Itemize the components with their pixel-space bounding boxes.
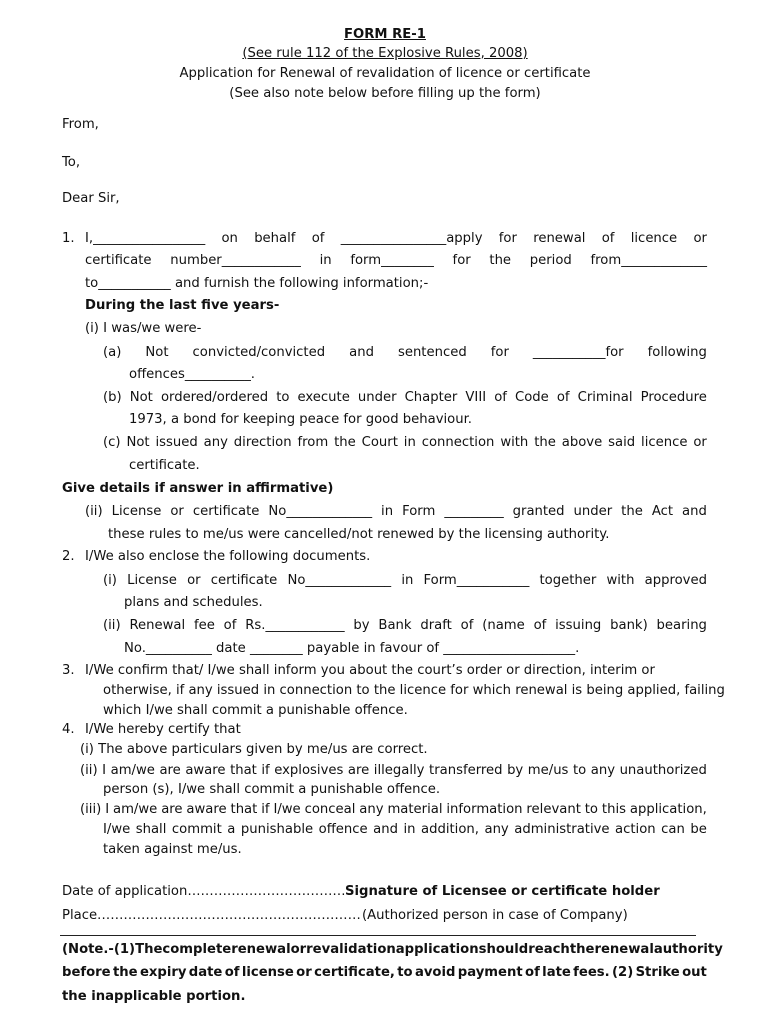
word: fee — [193, 618, 215, 633]
word: draft — [420, 618, 452, 633]
word: authority — [653, 942, 723, 957]
word: renewal — [594, 942, 654, 957]
word: illegally — [373, 763, 425, 778]
word: _________ — [444, 504, 504, 519]
word: commit — [171, 822, 222, 837]
item-1-ii-line-1 — [85, 504, 707, 520]
word: by — [507, 763, 524, 778]
word: and — [349, 345, 374, 360]
note-line-3: the inapplicable portion. — [62, 989, 246, 1004]
word: for — [490, 345, 509, 360]
item-4-iii-line-1 — [80, 802, 707, 818]
word: complete — [162, 942, 232, 957]
word: of — [311, 231, 325, 246]
word: action — [615, 822, 656, 837]
word: granted — [512, 504, 565, 519]
note-divider — [60, 935, 696, 936]
word: should — [478, 942, 529, 957]
word: certificate — [210, 573, 278, 588]
word: with — [500, 435, 529, 450]
word: addition, — [421, 822, 479, 837]
word: the — [569, 942, 595, 957]
word: any — [484, 822, 509, 837]
word: punishable — [240, 822, 314, 837]
word: sentenced — [397, 345, 467, 360]
word: of — [533, 618, 547, 633]
word: a — [227, 822, 236, 837]
signature-label: Signature of Licensee or certificate holder — [345, 884, 660, 899]
word: execute — [297, 390, 350, 405]
item-1-b-line-2: 1973, a bond for keeping peace for good behaviour. — [129, 412, 472, 427]
word: or — [296, 965, 312, 980]
word: Code — [514, 390, 549, 405]
word: or — [693, 231, 707, 246]
word: any — [590, 763, 616, 778]
item-2-number: 2. — [62, 549, 75, 564]
to-label: To, — [62, 155, 81, 170]
word: by — [353, 618, 370, 633]
word: ________________apply — [340, 231, 483, 246]
word: Not — [129, 390, 153, 405]
word: of — [460, 618, 474, 633]
word: Not — [145, 345, 169, 360]
word: form________ — [350, 253, 434, 268]
word: Chapter — [404, 390, 458, 405]
see-note: (See also note below before filling up the form) — [229, 86, 541, 101]
word: revalidation — [306, 942, 396, 957]
word: in — [403, 822, 416, 837]
word: shall — [135, 822, 167, 837]
word: issuing — [555, 618, 602, 633]
last-five-years-heading: During the last five years- — [85, 298, 280, 313]
word: or — [187, 573, 201, 588]
word: (ii) — [103, 618, 121, 633]
word: certificate — [85, 253, 152, 268]
word: bank) — [610, 618, 648, 633]
word: direction — [233, 435, 292, 450]
word: aware — [185, 763, 226, 778]
word: date — [188, 965, 223, 980]
word: am/we — [110, 763, 155, 778]
form-title: FORM RE-1 — [344, 27, 426, 42]
word: issued — [155, 435, 198, 450]
word: the — [489, 253, 512, 268]
word: Procedure — [640, 390, 707, 405]
word: explosives — [274, 763, 344, 778]
word: connection — [421, 435, 495, 450]
word: (iii) — [80, 802, 102, 817]
word: License — [111, 504, 162, 519]
item-2-ii-line-1 — [103, 618, 707, 634]
word: application — [395, 942, 479, 957]
word: in — [403, 435, 416, 450]
word: for — [498, 231, 517, 246]
word: bearing — [656, 618, 707, 633]
authorized-person-label: (Authorized person in case of Company) — [362, 908, 628, 923]
word: application, — [629, 802, 707, 817]
word: that — [230, 802, 258, 817]
item-1-line-1 — [85, 231, 707, 247]
word: to — [572, 763, 587, 778]
give-details-heading: Give details if answer in affirmative) — [62, 481, 334, 496]
word: (ii) — [85, 504, 103, 519]
word: licence — [641, 435, 688, 450]
item-3-line-3: which I/we shall commit a punishable offence. — [103, 703, 408, 718]
item-3-line-2: otherwise, if any issued in connection to the licence for which renewal is being applied, failing — [103, 683, 725, 698]
word: any — [203, 435, 228, 450]
word: following — [647, 345, 707, 360]
item-1-line-3: to___________ and furnish the following information;- — [85, 276, 429, 291]
word: information — [446, 802, 523, 817]
word: renewal — [231, 942, 291, 957]
word: fees. — [573, 965, 610, 980]
word: expiry — [139, 965, 187, 980]
word: with — [606, 573, 635, 588]
word: reach — [528, 942, 570, 957]
word: together — [539, 573, 597, 588]
item-1-number: 1. — [62, 231, 75, 246]
word: the — [334, 435, 356, 450]
word: number____________ — [170, 253, 301, 268]
word: (ii) — [80, 763, 98, 778]
word: VIII — [465, 390, 487, 405]
word: this — [601, 802, 626, 817]
word: offence — [318, 822, 368, 837]
word: Rs.____________ — [245, 618, 345, 633]
item-4-ii-line-1 — [80, 763, 707, 779]
word: the — [534, 435, 556, 450]
word: Form___________ — [423, 573, 530, 588]
word: (a) — [103, 345, 122, 360]
word: ___________for — [532, 345, 624, 360]
item-4-iii-line-2 — [103, 822, 707, 838]
item-2-i-line-1 — [103, 573, 707, 589]
word: avoid — [414, 965, 456, 980]
word: am/we — [113, 802, 158, 817]
word: or — [693, 435, 707, 450]
word: I/we — [273, 802, 301, 817]
item-2-i-line-2: plans and schedules. — [124, 595, 263, 610]
word: (b) — [103, 390, 122, 405]
word: in — [319, 253, 332, 268]
word: I/we — [103, 822, 131, 837]
word: Renewal — [129, 618, 186, 633]
word: I — [105, 802, 110, 817]
word: can — [661, 822, 685, 837]
rule-reference: (See rule 112 of the Explosive Rules, 2008) — [242, 46, 528, 61]
word: renewal — [533, 231, 586, 246]
word: I — [102, 763, 107, 778]
word: (2) — [612, 965, 634, 980]
word: to — [276, 390, 290, 405]
word: License — [127, 573, 177, 588]
word: the — [112, 965, 138, 980]
word: of — [556, 390, 570, 405]
word: payment — [457, 965, 523, 980]
word: approved — [644, 573, 707, 588]
from-label: From, — [62, 117, 99, 132]
word: late — [542, 965, 571, 980]
item-1-ii-line-2: these rules to me/us were cancelled/not renewed by the licensing authority. — [108, 527, 610, 542]
word: license — [241, 965, 294, 980]
word: (i) — [103, 573, 117, 588]
word: behalf — [254, 231, 296, 246]
word: ordered/ordered — [160, 390, 269, 405]
word: relevant — [526, 802, 581, 817]
word: of — [223, 618, 237, 633]
word: or — [170, 504, 184, 519]
form-subtitle: Application for Renewal of revalidation of licence or certificate — [179, 66, 591, 81]
note-line-2 — [62, 965, 707, 981]
word: aware — [186, 802, 227, 817]
word: Bank — [378, 618, 412, 633]
word: said — [608, 435, 636, 450]
word: of — [525, 965, 540, 980]
word: from_____________ — [590, 253, 707, 268]
word: of — [601, 231, 615, 246]
word: of — [224, 965, 240, 980]
item-1-line-2 — [85, 253, 707, 269]
word: to — [584, 802, 599, 817]
item-2-intro: I/We also enclose the following documents. — [85, 549, 371, 564]
word: No_____________ — [268, 504, 373, 519]
word: convicted/convicted — [192, 345, 326, 360]
item-4-i: (i) The above particulars given by me/us are correct. — [80, 742, 428, 757]
word: are — [347, 763, 370, 778]
word: (name — [482, 618, 525, 633]
word: Strike — [635, 965, 680, 980]
item-1-a-line-1 — [103, 345, 707, 361]
word: certificate — [192, 504, 260, 519]
item-1-c-line-2: certificate. — [129, 458, 200, 473]
word: (c) — [103, 435, 121, 450]
word: the — [621, 504, 643, 519]
word: Criminal — [577, 390, 633, 405]
word: and — [373, 822, 398, 837]
date-of-application-field: Date of application……………………………… — [62, 884, 346, 899]
item-4-intro: I/We hereby certify that — [85, 722, 241, 737]
word: Not — [126, 435, 150, 450]
item-1-a-line-2: offences__________. — [129, 367, 255, 382]
item-1-sub-i: (i) I was/we were- — [85, 321, 202, 336]
word: under — [573, 504, 613, 519]
word: are — [161, 802, 183, 817]
word: I,_________________ — [85, 231, 206, 246]
word: and — [682, 504, 707, 519]
word: The — [135, 942, 163, 957]
word: in — [381, 504, 394, 519]
item-1-c-line-1 — [103, 435, 707, 451]
word: or — [290, 942, 307, 957]
item-1-b-line-1 — [103, 390, 707, 406]
place-field: Place…………………………………………………… — [62, 908, 361, 923]
item-3-number: 3. — [62, 663, 75, 678]
item-4-ii-line-2: person (s), I/we shall commit a punishable offence. — [103, 782, 441, 797]
word: transferred — [429, 763, 503, 778]
word: Form — [402, 504, 436, 519]
item-4-iii-line-3: taken against me/us. — [103, 842, 242, 857]
word: in — [401, 573, 414, 588]
word: period — [529, 253, 572, 268]
word: on — [221, 231, 238, 246]
word: certificate, — [314, 965, 395, 980]
word: are — [159, 763, 181, 778]
word: unauthorized — [619, 763, 707, 778]
word: if — [261, 802, 270, 817]
word: before — [62, 965, 111, 980]
word: to — [397, 965, 413, 980]
word: Court — [361, 435, 398, 450]
word: conceal — [304, 802, 356, 817]
dear-sir: Dear Sir, — [62, 191, 120, 206]
word: from — [297, 435, 329, 450]
item-3-line-1: I/We confirm that/ I/we shall inform you about the court’s order or direction, interim or — [85, 663, 655, 678]
word: (Note.-(1) — [62, 942, 136, 957]
note-line-1 — [62, 942, 723, 958]
word: if — [261, 763, 270, 778]
word: No_____________ — [287, 573, 392, 588]
word: under — [357, 390, 397, 405]
word: for — [452, 253, 471, 268]
word: above — [561, 435, 603, 450]
word: out — [682, 965, 707, 980]
word: administrative — [514, 822, 610, 837]
word: me/us — [527, 763, 569, 778]
word: any — [359, 802, 384, 817]
word: that — [230, 763, 257, 778]
item-4-number: 4. — [62, 722, 75, 737]
word: of — [494, 390, 507, 405]
word: material — [387, 802, 443, 817]
item-2-ii-line-2: No.__________ date ________ payable in favour of ____________________. — [124, 641, 580, 656]
word: Act — [651, 504, 674, 519]
word: be — [690, 822, 707, 837]
word: licence — [630, 231, 678, 246]
